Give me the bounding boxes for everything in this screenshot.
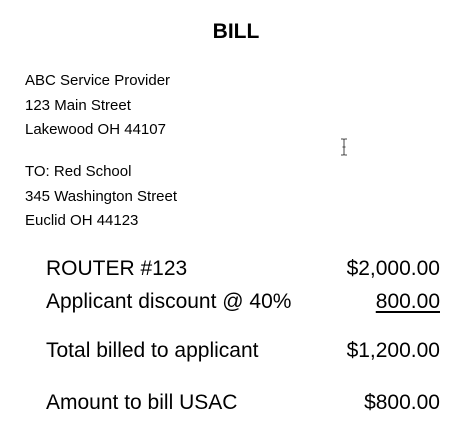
text-cursor-icon (339, 138, 349, 156)
discount-label: Applicant discount @ 40% (46, 290, 292, 313)
line-item-usac (46, 388, 440, 418)
recipient-address (25, 160, 177, 234)
usac-amount: $800.00 (364, 391, 440, 414)
recipient-city: Euclid OH 44123 (25, 212, 139, 229)
line-item-discount (46, 287, 440, 317)
bill-line-items (46, 254, 440, 414)
sender-address (25, 69, 170, 143)
sender-city: Lakewood OH 44107 (25, 121, 166, 138)
usac-label: Amount to bill USAC (46, 391, 238, 414)
total-amount: $1,200.00 (346, 339, 440, 362)
total-label: Total billed to applicant (46, 339, 259, 362)
router-label: ROUTER #123 (46, 257, 188, 280)
line-item-router (46, 254, 440, 284)
recipient-street: 345 Washington Street (25, 187, 178, 205)
sender-name: ABC Service Provider (25, 72, 171, 89)
page-title: BILL (212, 20, 260, 43)
router-amount: $2,000.00 (346, 257, 440, 280)
recipient-name: TO: Red School (25, 163, 132, 180)
discount-amount: 800.00 (375, 290, 440, 313)
line-item-total (46, 336, 440, 366)
sender-street: 123 Main Street (25, 96, 131, 114)
